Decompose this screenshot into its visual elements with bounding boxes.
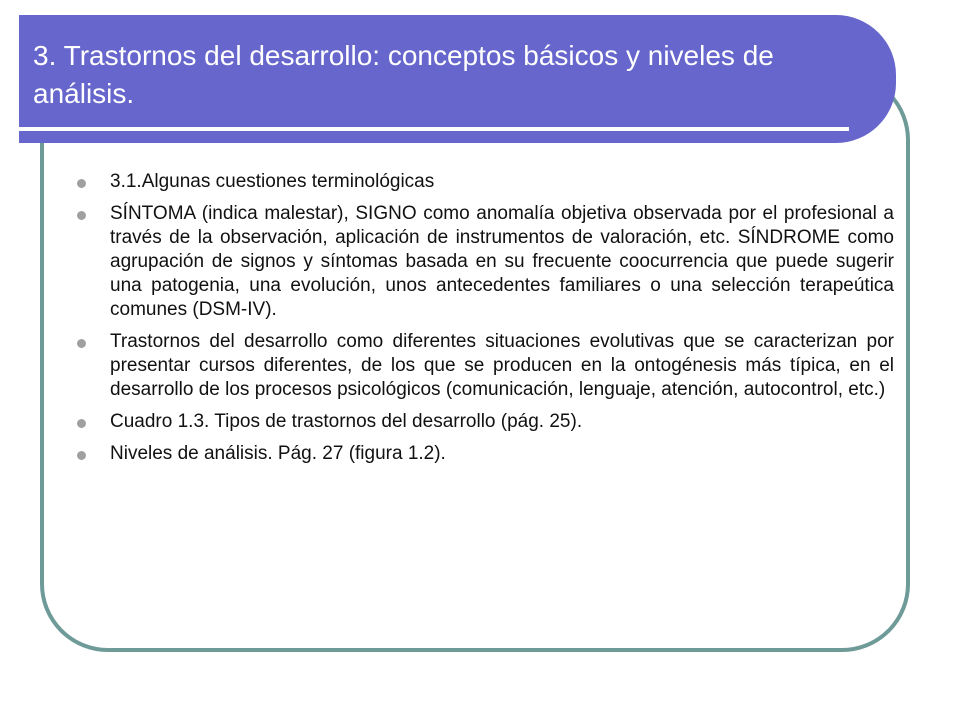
bullet-dot-icon [77,419,86,428]
title-underline [19,127,849,131]
bullet-item-niveles [74,442,894,466]
bullet-item-terminology [74,170,894,194]
bullet-dot-icon [77,339,86,348]
bullet-text: SÍNTOMA (indica malestar), SIGNO como anomalía objetiva observada por el profesional a través de la observación, aplicación de instrumentos de valoración, etc. SÍNDROME como agrupación de signos y síntomas basada en su frecuente coocurrencia que puede sugerir una patogenia, una evolución, unos antecedentes familiares o una selección terapeútica comunes (DSM-IV). [110,203,894,320]
bullet-dot-icon [77,211,86,220]
bullet-item-cuadro [74,410,894,434]
bullet-text: Trastornos del desarrollo como diferentes situaciones evolutivas que se caracterizan por presentar cursos diferentes, de los que se producen en la ontogénesis más típica, en el desarrollo de los procesos psicológicos (comunicación, lenguaje, atención, autocontrol, etc.) [110,331,894,400]
bullet-list [74,170,894,466]
bullet-dot-icon [77,451,86,460]
bullet-text: Cuadro 1.3. Tipos de trastornos del desarrollo (pág. 25). [110,411,583,432]
slide-title: 3. Trastornos del desarrollo: conceptos básicos y niveles de análisis. [33,40,774,109]
bullet-text: Niveles de análisis. Pág. 27 (figura 1.2). [110,443,446,464]
bullet-item-trastornos [74,330,894,402]
title-band [19,15,896,143]
bullet-item-sintoma [74,202,894,322]
slide-content [74,170,894,474]
bullet-dot-icon [77,179,86,188]
bullet-text: 3.1.Algunas cuestiones terminológicas [110,171,435,192]
